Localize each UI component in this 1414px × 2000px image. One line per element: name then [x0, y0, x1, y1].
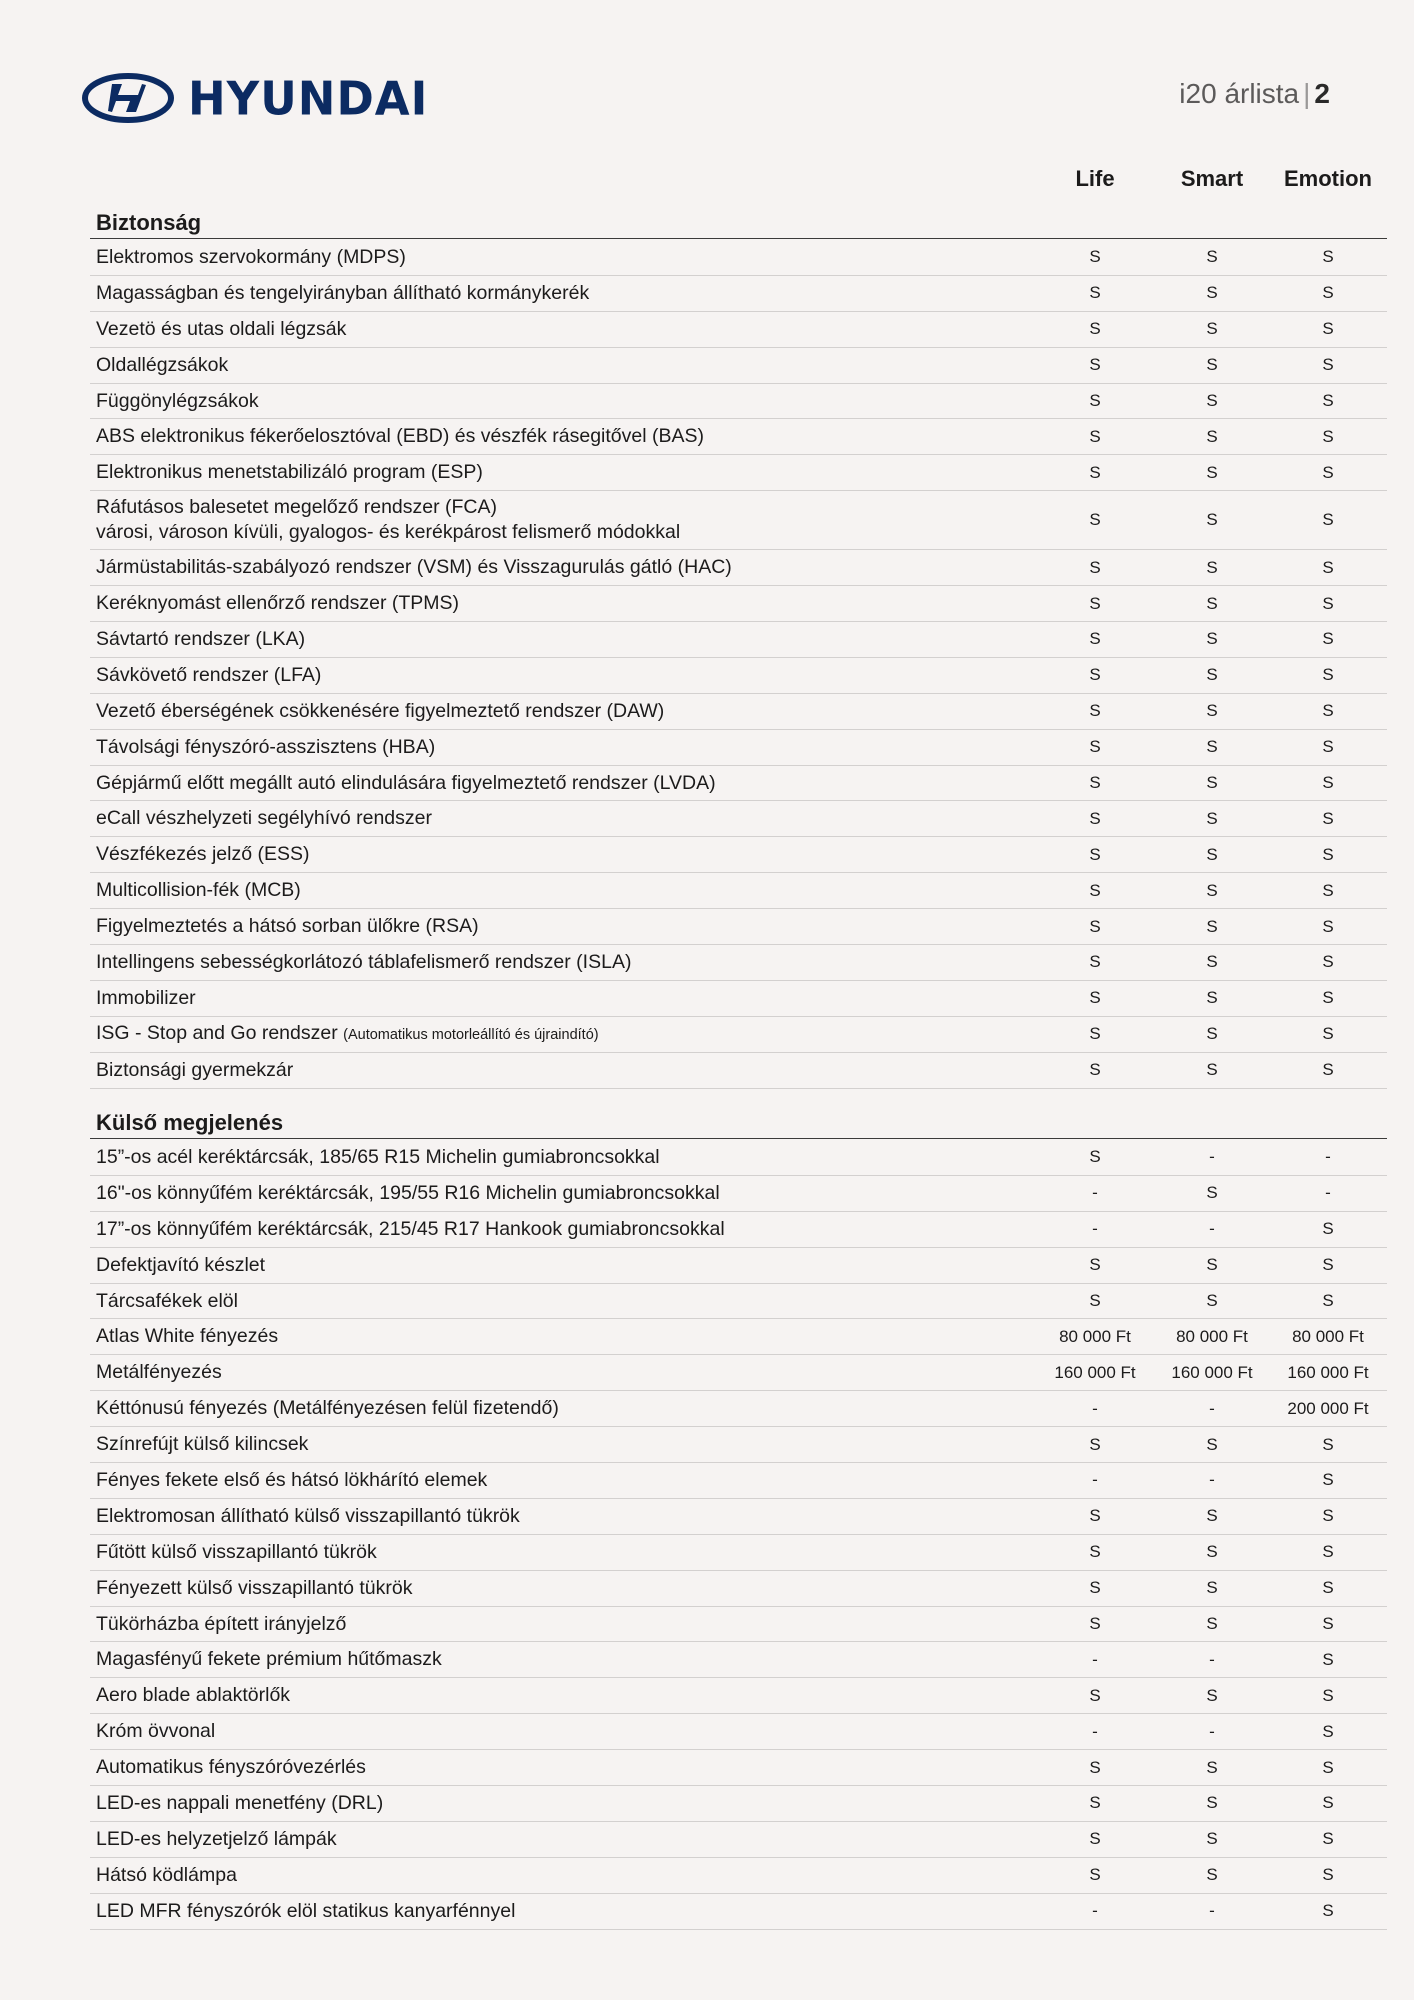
availability-smart: S [1206, 462, 1218, 482]
feature-name: Keréknyomást ellenőrző rendszer (TPMS) [96, 592, 460, 615]
feature-label [96, 276, 996, 311]
availability-emotion: S [1322, 1434, 1334, 1454]
feature-label [96, 1017, 996, 1052]
feature-label [96, 312, 996, 347]
availability-smart: S [1206, 1024, 1218, 1044]
feature-name: Függönylégzsákok [96, 389, 259, 412]
feature-name: Tükörházba épített irányjelző [96, 1612, 347, 1635]
feature-name: LED-es nappali menetfény (DRL) [96, 1791, 384, 1814]
availability-smart: S [1206, 916, 1218, 936]
availability-life: 80 000 Ft [1059, 1326, 1131, 1346]
section-title: Külső megjelenés [90, 1108, 1387, 1139]
feature-note: (Automatikus motorleállító és újraindító) [343, 1026, 599, 1043]
feature-label [96, 1750, 996, 1785]
feature-label [96, 1319, 996, 1354]
availability-smart: - [1209, 1398, 1215, 1418]
availability-emotion: S [1322, 1614, 1334, 1634]
availability-emotion: 160 000 Ft [1287, 1362, 1369, 1382]
page-number: 2 [1314, 78, 1330, 109]
availability-smart: S [1206, 1255, 1218, 1275]
feature-name: Vészfékezés jelző (ESS) [96, 843, 310, 866]
feature-label [96, 766, 996, 801]
feature-name: Metálfényezés [96, 1361, 222, 1384]
table-row [90, 1786, 1387, 1822]
table-row [90, 945, 1387, 981]
availability-emotion: S [1322, 988, 1334, 1008]
availability-life: S [1089, 1614, 1101, 1634]
table-row [90, 419, 1387, 455]
feature-label [96, 1714, 996, 1749]
table-row [90, 1463, 1387, 1499]
feature-name: LED MFR fényszórók elöl statikus kanyarfénnyel [96, 1899, 516, 1922]
availability-life: S [1089, 1757, 1101, 1777]
feature-name: Intellingens sebességkorlátozó táblafelismerő rendszer (ISLA) [96, 950, 632, 973]
feature-label [96, 1391, 996, 1426]
availability-life: S [1089, 1255, 1101, 1275]
feature-name: Vezető éberségének csökkenésére figyelmeztető rendszer (DAW) [96, 699, 665, 722]
availability-life: S [1089, 1147, 1101, 1167]
availability-life: - [1092, 1183, 1098, 1203]
feature-name: Fűtött külső visszapillantó tükrök [96, 1540, 377, 1563]
feature-label [96, 730, 996, 765]
feature-name: Sávkövető rendszer (LFA) [96, 663, 322, 686]
availability-life: 160 000 Ft [1054, 1362, 1136, 1382]
availability-emotion: - [1325, 1147, 1331, 1167]
availability-smart: S [1206, 1757, 1218, 1777]
availability-emotion: S [1322, 593, 1334, 613]
feature-name: Sávtartó rendszer (LKA) [96, 627, 306, 650]
table-row [90, 1391, 1387, 1427]
feature-name: Távolsági fényszóró-asszisztens (HBA) [96, 735, 436, 758]
section-title: Biztonság [90, 208, 1387, 239]
availability-smart: - [1209, 1219, 1215, 1239]
feature-label [96, 622, 996, 657]
availability-emotion: 200 000 Ft [1287, 1398, 1369, 1418]
availability-emotion: 80 000 Ft [1292, 1326, 1364, 1346]
table-row [90, 1750, 1387, 1786]
availability-smart: 80 000 Ft [1176, 1326, 1248, 1346]
availability-life: S [1089, 1024, 1101, 1044]
availability-life: S [1089, 1506, 1101, 1526]
feature-label [96, 1248, 996, 1283]
availability-smart: S [1206, 1829, 1218, 1849]
availability-life: S [1089, 391, 1101, 410]
availability-life: S [1089, 593, 1101, 613]
availability-smart: S [1206, 1183, 1218, 1203]
availability-emotion: S [1322, 557, 1334, 577]
availability-smart: - [1209, 1901, 1215, 1921]
feature-label [96, 491, 996, 549]
availability-life: S [1089, 880, 1101, 900]
table-row [90, 909, 1387, 945]
availability-emotion: S [1322, 1542, 1334, 1562]
availability-life: S [1089, 1578, 1101, 1598]
availability-emotion: S [1322, 1291, 1334, 1310]
table-row [90, 801, 1387, 837]
table-row [90, 1894, 1387, 1930]
table-row [90, 766, 1387, 802]
feature-name: Biztonsági gyermekzár [96, 1058, 294, 1081]
availability-life: - [1092, 1398, 1098, 1418]
feature-name: Magasfényű fekete prémium hűtőmaszk [96, 1648, 442, 1671]
feature-name: Immobilizer [96, 986, 196, 1009]
feature-label [96, 419, 996, 454]
feature-name: Atlas White fényezés [96, 1325, 279, 1348]
availability-emotion: S [1322, 1865, 1334, 1885]
feature-name: Oldallégzsákok [96, 353, 229, 376]
table-row [90, 276, 1387, 312]
feature-name: Ráfutásos balesetet megelőző rendszer (FCA) [96, 496, 498, 519]
availability-emotion: S [1322, 1470, 1334, 1490]
feature-label [96, 945, 996, 980]
availability-life: S [1089, 773, 1101, 793]
feature-label [96, 1140, 996, 1175]
feature-label [96, 1355, 996, 1390]
availability-life: - [1092, 1219, 1098, 1239]
availability-emotion: S [1322, 737, 1334, 757]
availability-smart: S [1206, 593, 1218, 613]
availability-life: S [1089, 426, 1101, 446]
table-row [90, 981, 1387, 1017]
availability-smart: S [1206, 1434, 1218, 1454]
table-row [90, 455, 1387, 491]
availability-smart: S [1206, 1542, 1218, 1562]
column-header-emotion: Emotion [1284, 166, 1372, 191]
availability-smart: S [1206, 319, 1218, 339]
availability-life: - [1092, 1901, 1098, 1921]
price-list-title: i20 árlista [1179, 78, 1300, 109]
availability-smart: S [1206, 844, 1218, 864]
availability-smart: S [1206, 247, 1218, 267]
availability-life: S [1089, 1793, 1101, 1813]
availability-smart: - [1209, 1721, 1215, 1741]
availability-emotion: S [1322, 319, 1334, 339]
feature-label [96, 801, 996, 836]
table-row [90, 694, 1387, 730]
availability-life: S [1089, 701, 1101, 721]
availability-life: S [1089, 808, 1101, 828]
availability-life: S [1089, 355, 1101, 375]
feature-name: Kéttónusú fényezés (Metálfényezésen felül fizetendő) [96, 1397, 559, 1420]
table-row [90, 1607, 1387, 1643]
column-header-life: Life [1075, 166, 1115, 191]
feature-label [96, 1212, 996, 1247]
availability-life: S [1089, 952, 1101, 972]
availability-emotion: S [1322, 391, 1334, 410]
availability-smart: S [1206, 1060, 1218, 1080]
table-row [90, 730, 1387, 766]
availability-smart: S [1206, 426, 1218, 446]
table-row [90, 586, 1387, 622]
table-row [90, 312, 1387, 348]
availability-life: S [1089, 510, 1101, 530]
feature-label [96, 1858, 996, 1893]
table-row [90, 1571, 1387, 1607]
feature-name: Jármüstabilitás-szabályozó rendszer (VSM) és Visszagurulás gátló (HAC) [96, 556, 732, 579]
feature-name: Aero blade ablaktörlők [96, 1684, 291, 1707]
availability-life: S [1089, 247, 1101, 267]
feature-name: Tárcsafékek elöl [96, 1289, 238, 1312]
feature-label [96, 384, 996, 419]
availability-emotion: S [1322, 1685, 1334, 1705]
feature-name: 15”-os acél keréktárcsák, 185/65 R15 Michelin gumiabroncsokkal [96, 1145, 660, 1168]
feature-name-detail: városi, városon kívüli, gyalogos- és kerékpárost felismerő módokkal [96, 521, 681, 544]
brand-wordmark: HYUNDAI [188, 70, 429, 126]
table-row [90, 1017, 1387, 1053]
availability-life: S [1089, 1685, 1101, 1705]
feature-label [96, 550, 996, 585]
availability-life: S [1089, 1060, 1101, 1080]
trim-column-headers [0, 166, 1414, 202]
availability-smart: S [1206, 391, 1218, 410]
feature-label [96, 1535, 996, 1570]
availability-emotion: S [1322, 1721, 1334, 1741]
availability-life: S [1089, 844, 1101, 864]
availability-emotion: S [1322, 1219, 1334, 1239]
availability-smart: S [1206, 1865, 1218, 1885]
availability-life: S [1089, 1829, 1101, 1849]
feature-name: eCall vészhelyzeti segélyhívó rendszer [96, 807, 432, 830]
feature-name: ABS elektronikus fékerőelosztóval (EBD) és vészfék rásegitővel (BAS) [96, 425, 704, 448]
table-row [90, 622, 1387, 658]
feature-label [96, 1284, 996, 1319]
availability-emotion: S [1322, 952, 1334, 972]
availability-emotion: S [1322, 1060, 1334, 1080]
table-row [90, 491, 1387, 550]
table-row [90, 873, 1387, 909]
availability-emotion: S [1322, 1578, 1334, 1598]
availability-emotion: S [1322, 247, 1334, 267]
table-row [90, 837, 1387, 873]
availability-smart: S [1206, 773, 1218, 793]
availability-smart: S [1206, 1506, 1218, 1526]
availability-smart: S [1206, 1291, 1218, 1310]
availability-emotion: S [1322, 773, 1334, 793]
feature-name: Fényezett külső visszapillantó tükrök [96, 1576, 413, 1599]
availability-emotion: S [1322, 283, 1334, 303]
table-row [90, 1535, 1387, 1571]
table-row [90, 1714, 1387, 1750]
availability-emotion: S [1322, 1649, 1334, 1669]
hyundai-logo [82, 72, 428, 124]
availability-emotion: S [1322, 916, 1334, 936]
availability-life: S [1089, 665, 1101, 685]
availability-emotion: S [1322, 808, 1334, 828]
availability-smart: - [1209, 1470, 1215, 1490]
availability-smart: S [1206, 355, 1218, 375]
availability-life: S [1089, 557, 1101, 577]
feature-label [96, 1786, 996, 1821]
feature-label [96, 1053, 996, 1088]
availability-smart: S [1206, 510, 1218, 530]
feature-name: 16"-os könnyűfém keréktárcsák, 195/55 R16 Michelin gumiabroncsokkal [96, 1181, 720, 1204]
availability-smart: S [1206, 808, 1218, 828]
availability-smart: S [1206, 1685, 1218, 1705]
feature-name: Fényes fekete első és hátsó lökhárító elemek [96, 1468, 488, 1491]
feature-label [96, 1894, 996, 1929]
table-row [90, 1176, 1387, 1212]
availability-life: S [1089, 1291, 1101, 1310]
feature-name: Színrefújt külső kilincsek [96, 1433, 309, 1456]
availability-emotion: S [1322, 1757, 1334, 1777]
table-row [90, 1319, 1387, 1355]
table-row [90, 658, 1387, 694]
availability-life: - [1092, 1470, 1098, 1490]
availability-smart: S [1206, 1793, 1218, 1813]
feature-label [96, 909, 996, 944]
page-header [0, 0, 1414, 140]
availability-life: - [1092, 1649, 1098, 1669]
availability-life: S [1089, 1865, 1101, 1885]
feature-label [96, 1176, 996, 1211]
availability-smart: S [1206, 1614, 1218, 1634]
availability-emotion: S [1322, 355, 1334, 375]
feature-label [96, 873, 996, 908]
table-row [90, 1053, 1387, 1089]
feature-name: Elektromos szervokormány (MDPS) [96, 245, 406, 268]
availability-smart: - [1209, 1649, 1215, 1669]
table-row [90, 1355, 1387, 1391]
section-kulso-megjelenes [90, 1108, 1387, 1930]
feature-label [96, 455, 996, 490]
availability-smart: S [1206, 701, 1218, 721]
availability-life: S [1089, 1434, 1101, 1454]
feature-label [96, 1607, 996, 1642]
availability-smart: S [1206, 665, 1218, 685]
feature-name: Figyelmeztetés a hátsó sorban ülőkre (RSA) [96, 915, 479, 938]
table-row [90, 348, 1387, 384]
feature-label [96, 1463, 996, 1498]
table-row [90, 1427, 1387, 1463]
feature-name: 17”-os könnyűfém keréktárcsák, 215/45 R17 Hankook gumiabroncsokkal [96, 1217, 725, 1240]
feature-name-line [96, 1021, 996, 1048]
feature-label [96, 586, 996, 621]
feature-name: ISG - Stop and Go rendszer [96, 1021, 338, 1044]
feature-name: LED-es helyzetjelző lámpák [96, 1827, 337, 1850]
feature-label [96, 1499, 996, 1534]
availability-emotion: S [1322, 426, 1334, 446]
feature-label [96, 1822, 996, 1857]
title-separator: | [1303, 78, 1311, 109]
table-row [90, 1284, 1387, 1320]
feature-label [96, 658, 996, 693]
availability-life: S [1089, 629, 1101, 649]
table-row [90, 1140, 1387, 1176]
availability-life: S [1089, 283, 1101, 303]
feature-name: Defektjavító készlet [96, 1253, 266, 1276]
table-row [90, 1499, 1387, 1535]
availability-smart: S [1206, 880, 1218, 900]
availability-emotion: S [1322, 1829, 1334, 1849]
availability-emotion: S [1322, 1255, 1334, 1275]
availability-life: S [1089, 988, 1101, 1008]
column-header-smart: Smart [1180, 166, 1244, 191]
availability-smart: S [1206, 988, 1218, 1008]
availability-emotion: S [1322, 665, 1334, 685]
document-title [1179, 78, 1330, 110]
availability-emotion: S [1322, 1024, 1334, 1044]
availability-emotion: S [1322, 1506, 1334, 1526]
availability-emotion: S [1322, 1793, 1334, 1813]
feature-label [96, 981, 996, 1016]
feature-label [96, 1678, 996, 1713]
availability-smart: S [1206, 737, 1218, 757]
availability-life: S [1089, 1542, 1101, 1562]
table-row [90, 1248, 1387, 1284]
availability-emotion: S [1322, 629, 1334, 649]
table-row [90, 550, 1387, 586]
availability-smart: S [1206, 629, 1218, 649]
availability-smart: S [1206, 283, 1218, 303]
availability-emotion: S [1322, 1901, 1334, 1921]
table-row [90, 1858, 1387, 1894]
availability-emotion: S [1322, 701, 1334, 721]
availability-emotion: S [1322, 462, 1334, 482]
availability-emotion: S [1322, 844, 1334, 864]
feature-name: Gépjármű előtt megállt autó elindulására figyelmeztető rendszer (LVDA) [96, 771, 716, 794]
availability-life: S [1089, 737, 1101, 757]
feature-label [96, 348, 996, 383]
availability-emotion: S [1322, 880, 1334, 900]
availability-life: S [1089, 319, 1101, 339]
feature-name: Króm övvonal [96, 1720, 216, 1743]
table-row [90, 1822, 1387, 1858]
availability-life: S [1089, 462, 1101, 482]
table-row [90, 384, 1387, 420]
availability-smart: S [1206, 557, 1218, 577]
feature-name: Magasságban és tengelyirányban állítható kormánykerék [96, 281, 590, 304]
feature-name: Vezetö és utas oldali légzsák [96, 317, 347, 340]
table-row [90, 1642, 1387, 1678]
feature-label [96, 837, 996, 872]
table-row [90, 240, 1387, 276]
availability-emotion: - [1325, 1183, 1331, 1203]
feature-label [96, 1642, 996, 1677]
feature-label [96, 240, 996, 275]
feature-name: Multicollision-fék (MCB) [96, 879, 301, 902]
table-row [90, 1678, 1387, 1714]
availability-smart: - [1209, 1147, 1215, 1167]
feature-label [96, 1571, 996, 1606]
availability-smart: 160 000 Ft [1171, 1362, 1253, 1382]
availability-life: S [1089, 916, 1101, 936]
availability-smart: S [1206, 1578, 1218, 1598]
hyundai-emblem-icon [82, 73, 174, 123]
availability-life: - [1092, 1721, 1098, 1741]
feature-name: Elektronikus menetstabilizáló program (ESP) [96, 461, 483, 484]
feature-name: Automatikus fényszóróvezérlés [96, 1756, 366, 1779]
table-row [90, 1212, 1387, 1248]
feature-name: Hátsó ködlámpa [96, 1863, 237, 1886]
availability-emotion: S [1322, 510, 1334, 530]
feature-name: Elektromosan állítható külső visszapillantó tükrök [96, 1504, 520, 1527]
section-biztonsag [90, 208, 1387, 1089]
feature-label [96, 694, 996, 729]
feature-label [96, 1427, 996, 1462]
availability-smart: S [1206, 952, 1218, 972]
